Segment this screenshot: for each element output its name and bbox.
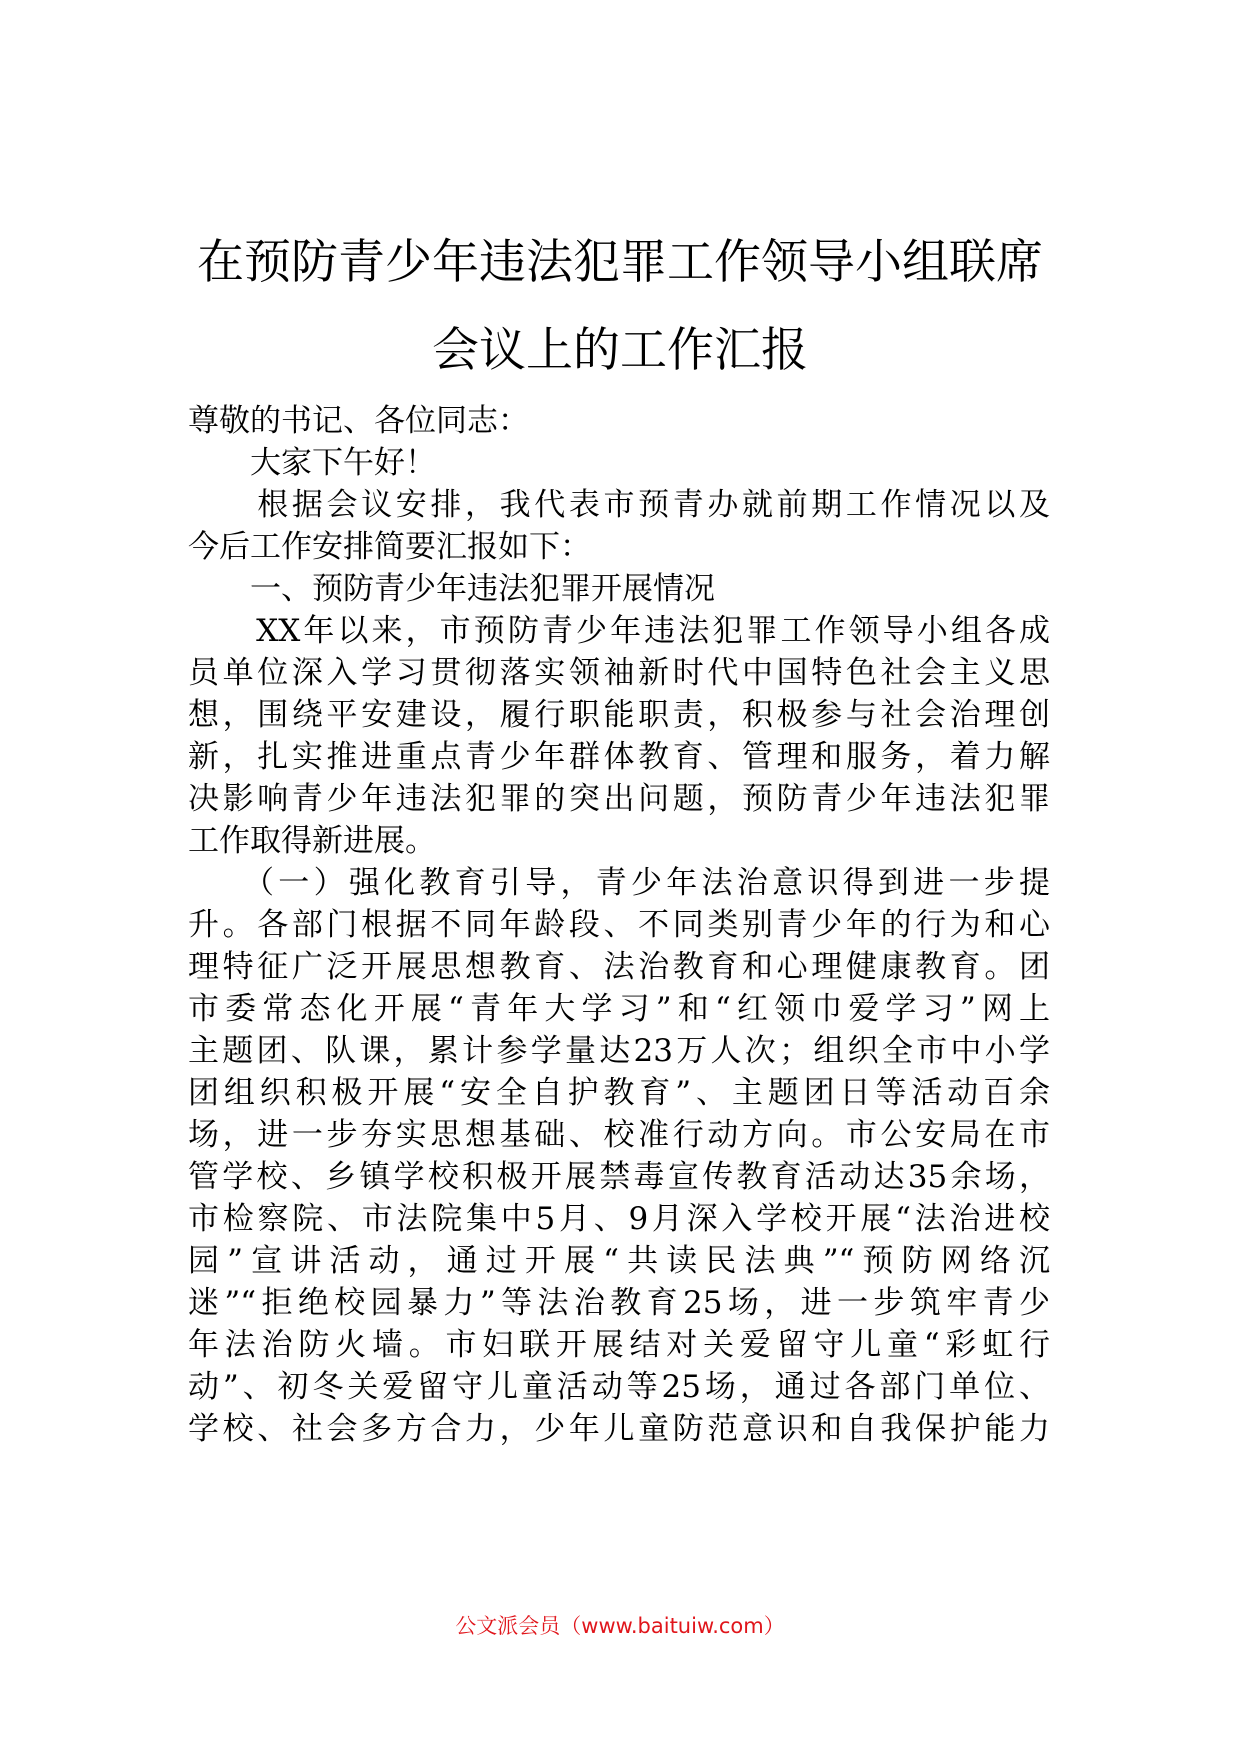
body-line: 新，扎实推进重点青少年群体教育、管理和服务，着力解 bbox=[188, 739, 1050, 775]
body-line: 场，进一步夯实思想基础、校准行动方向。市公安局在市 bbox=[188, 1117, 1050, 1153]
section-heading: 一、预防青少年违法犯罪开展情况 bbox=[188, 571, 715, 607]
greeting: 大家下午好！ bbox=[188, 445, 436, 481]
document-title-line-1: 在预防青少年违法犯罪工作领导小组联席 bbox=[197, 235, 1043, 290]
body-line: 管学校、乡镇学校积极开展禁毒宣传教育活动达35余场， bbox=[188, 1159, 1050, 1195]
body-line: 升。各部门根据不同年龄段、不同类别青少年的行为和心 bbox=[188, 907, 1050, 943]
body-line: 理特征广泛开展思想教育、法治教育和心理健康教育。团 bbox=[188, 949, 1050, 985]
body-line: 学校、社会多方合力，少年儿童防范意识和自我保护能力 bbox=[188, 1411, 1050, 1447]
subsection-heading-line: （一）强化教育引导，青少年法治意识得到进一步提 bbox=[188, 865, 1050, 901]
body-line: 市委常态化开展“青年大学习”和“红领巾爱学习”网上 bbox=[188, 991, 1050, 1027]
body-line: 想，围绕平安建设，履行职能职责，积极参与社会治理创 bbox=[188, 697, 1050, 733]
body-line: 工作取得新进展。 bbox=[188, 823, 436, 859]
body-line: 团组织积极开展“安全自护教育”、主题团日等活动百余 bbox=[188, 1075, 1050, 1111]
body-line: 迷”“拒绝校园暴力”等法治教育25场，进一步筑牢青少 bbox=[188, 1285, 1050, 1321]
body-line: 员单位深入学习贯彻落实领袖新时代中国特色社会主义思 bbox=[188, 655, 1050, 691]
body-line: 市检察院、市法院集中5月、9月深入学校开展“法治进校 bbox=[188, 1201, 1050, 1237]
body-line: 年法治防火墙。市妇联开展结对关爱留守儿童“彩虹行 bbox=[188, 1327, 1050, 1363]
body-line: 决影响青少年违法犯罪的突出问题，预防青少年违法犯罪 bbox=[188, 781, 1050, 817]
body-line: 园”宣讲活动，通过开展“共读民法典”“预防网络沉 bbox=[188, 1243, 1050, 1279]
body-line: XX年以来，市预防青少年违法犯罪工作领导小组各成 bbox=[188, 613, 1050, 649]
footer-watermark-text: 公文派会员（www.baituiw.com） bbox=[455, 1614, 785, 1638]
body-line: 动”、初冬关爱留守儿童活动等25场，通过各部门单位、 bbox=[188, 1369, 1050, 1405]
body-line: 主题团、队课，累计参学量达23万人次；组织全市中小学 bbox=[188, 1033, 1050, 1069]
body-line: 根据会议安排，我代表市预青办就前期工作情况以及 bbox=[188, 487, 1050, 523]
document-title-line-2: 会议上的工作汇报 bbox=[432, 323, 808, 378]
body-line: 今后工作安排简要汇报如下： bbox=[188, 529, 591, 565]
salutation: 尊敬的书记、各位同志： bbox=[188, 403, 529, 439]
